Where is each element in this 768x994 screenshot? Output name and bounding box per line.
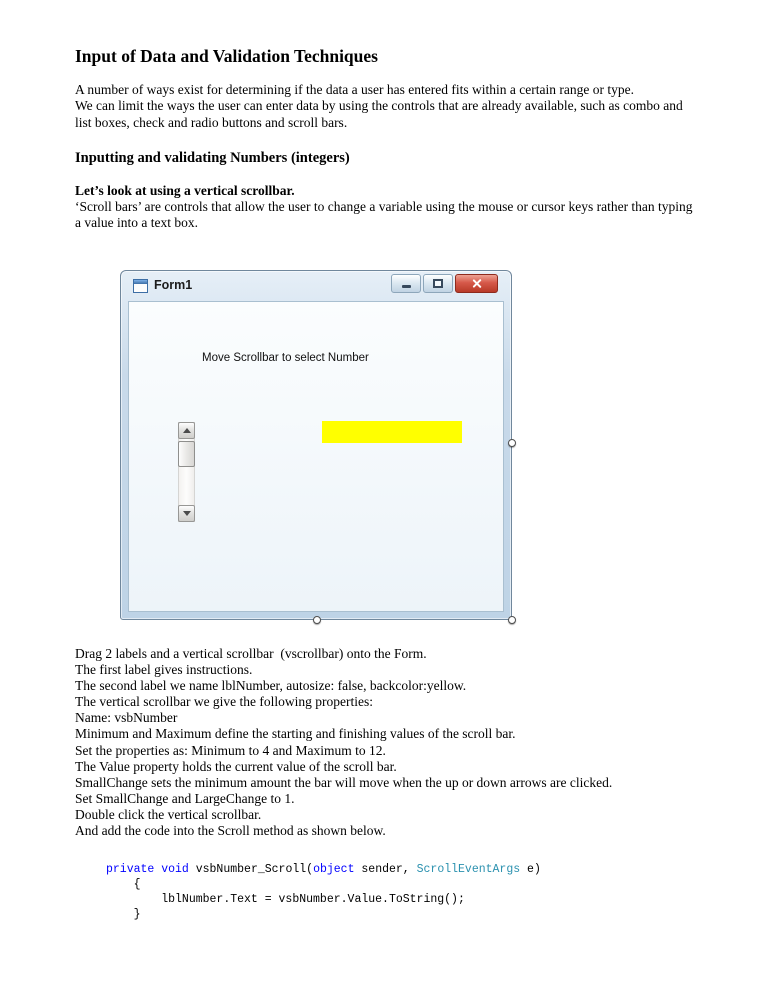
number-display-label — [322, 421, 462, 443]
step-line: Name: vsbNumber — [75, 710, 178, 726]
code-token: sender, — [354, 863, 417, 876]
minimize-button[interactable] — [391, 274, 421, 293]
form1-titlebar — [121, 271, 511, 301]
maximize-button[interactable] — [423, 274, 453, 293]
sub-text: ‘Scroll bars’ are controls that allow the user to change a variable using the mouse or cursor keys rather than typing a value into a text box. — [75, 199, 693, 231]
step-line: And add the code into the Scroll method as shown below. — [75, 823, 386, 839]
code-block — [106, 862, 541, 922]
step-line: Drag 2 labels and a vertical scrollbar (vscrollbar) onto the Form. — [75, 646, 427, 661]
maximize-icon — [433, 279, 443, 288]
code-line-4: } — [106, 908, 141, 921]
scrollbar-up-button[interactable] — [178, 422, 195, 439]
window-controls — [391, 274, 498, 293]
form-window-icon — [133, 279, 148, 293]
form-instruction-label: Move Scrollbar to select Number — [202, 352, 369, 364]
resize-handle-bottom-right[interactable] — [508, 616, 516, 624]
code-token: private void — [106, 863, 189, 876]
code-token: object — [313, 863, 355, 876]
minimize-icon — [402, 285, 411, 288]
resize-handle-bottom[interactable] — [313, 616, 321, 624]
step-line: Set the properties as: Minimum to 4 and Maximum to 12. — [75, 742, 386, 758]
sub-heading: Let’s look at using a vertical scrollbar. — [75, 182, 295, 198]
code-line-2: { — [106, 878, 141, 891]
section-heading: Inputting and validating Numbers (integers) — [75, 149, 350, 166]
step-line: Set SmallChange and LargeChange to 1. — [75, 790, 295, 806]
step-line: Minimum and Maximum define the starting and finishing values of the scroll bar. — [75, 726, 516, 742]
scroll-down-icon — [183, 511, 191, 516]
resize-handle-right[interactable] — [508, 439, 516, 447]
close-icon — [471, 278, 482, 289]
step-line: The vertical scrollbar we give the following properties: — [75, 694, 374, 710]
window-title: Form1 — [154, 278, 193, 292]
scrollbar-down-button[interactable] — [178, 505, 195, 522]
intro-paragraph-2: We can limit the ways the user can enter data by using the controls that are already available, such as combo and list boxes, check and radio buttons and scroll bars. — [75, 98, 683, 130]
step-line: The second label we name lblNumber, autosize: false, backcolor:yellow. — [75, 678, 467, 694]
close-button[interactable] — [455, 274, 498, 293]
page-title: Input of Data and Validation Techniques — [75, 46, 378, 66]
code-line-3: lblNumber.Text = vsbNumber.Value.ToString(); — [106, 893, 465, 906]
code-token: ScrollEventArgs — [416, 863, 521, 876]
scrollbar-thumb[interactable] — [178, 441, 195, 467]
code-token: vsbNumber_Scroll( — [188, 863, 314, 876]
code-line-1 — [106, 862, 541, 877]
scroll-up-icon — [183, 428, 191, 433]
vertical-scrollbar[interactable] — [178, 422, 195, 522]
document-body-text — [75, 46, 699, 232]
form1-client-area — [128, 301, 504, 612]
code-token: e) — [520, 863, 541, 876]
form1-window-screenshot — [120, 270, 512, 620]
step-line: SmallChange sets the minimum amount the bar will move when the up or down arrows are clicked. — [75, 774, 613, 790]
step-line: The first label gives instructions. — [75, 662, 253, 678]
step-line: The Value property holds the current value of the scroll bar. — [75, 758, 397, 774]
instruction-steps — [75, 646, 723, 839]
intro-paragraph-1: A number of ways exist for determining if the data a user has entered fits within a certain range or type. — [75, 82, 634, 97]
step-line: Double click the vertical scrollbar. — [75, 806, 262, 822]
